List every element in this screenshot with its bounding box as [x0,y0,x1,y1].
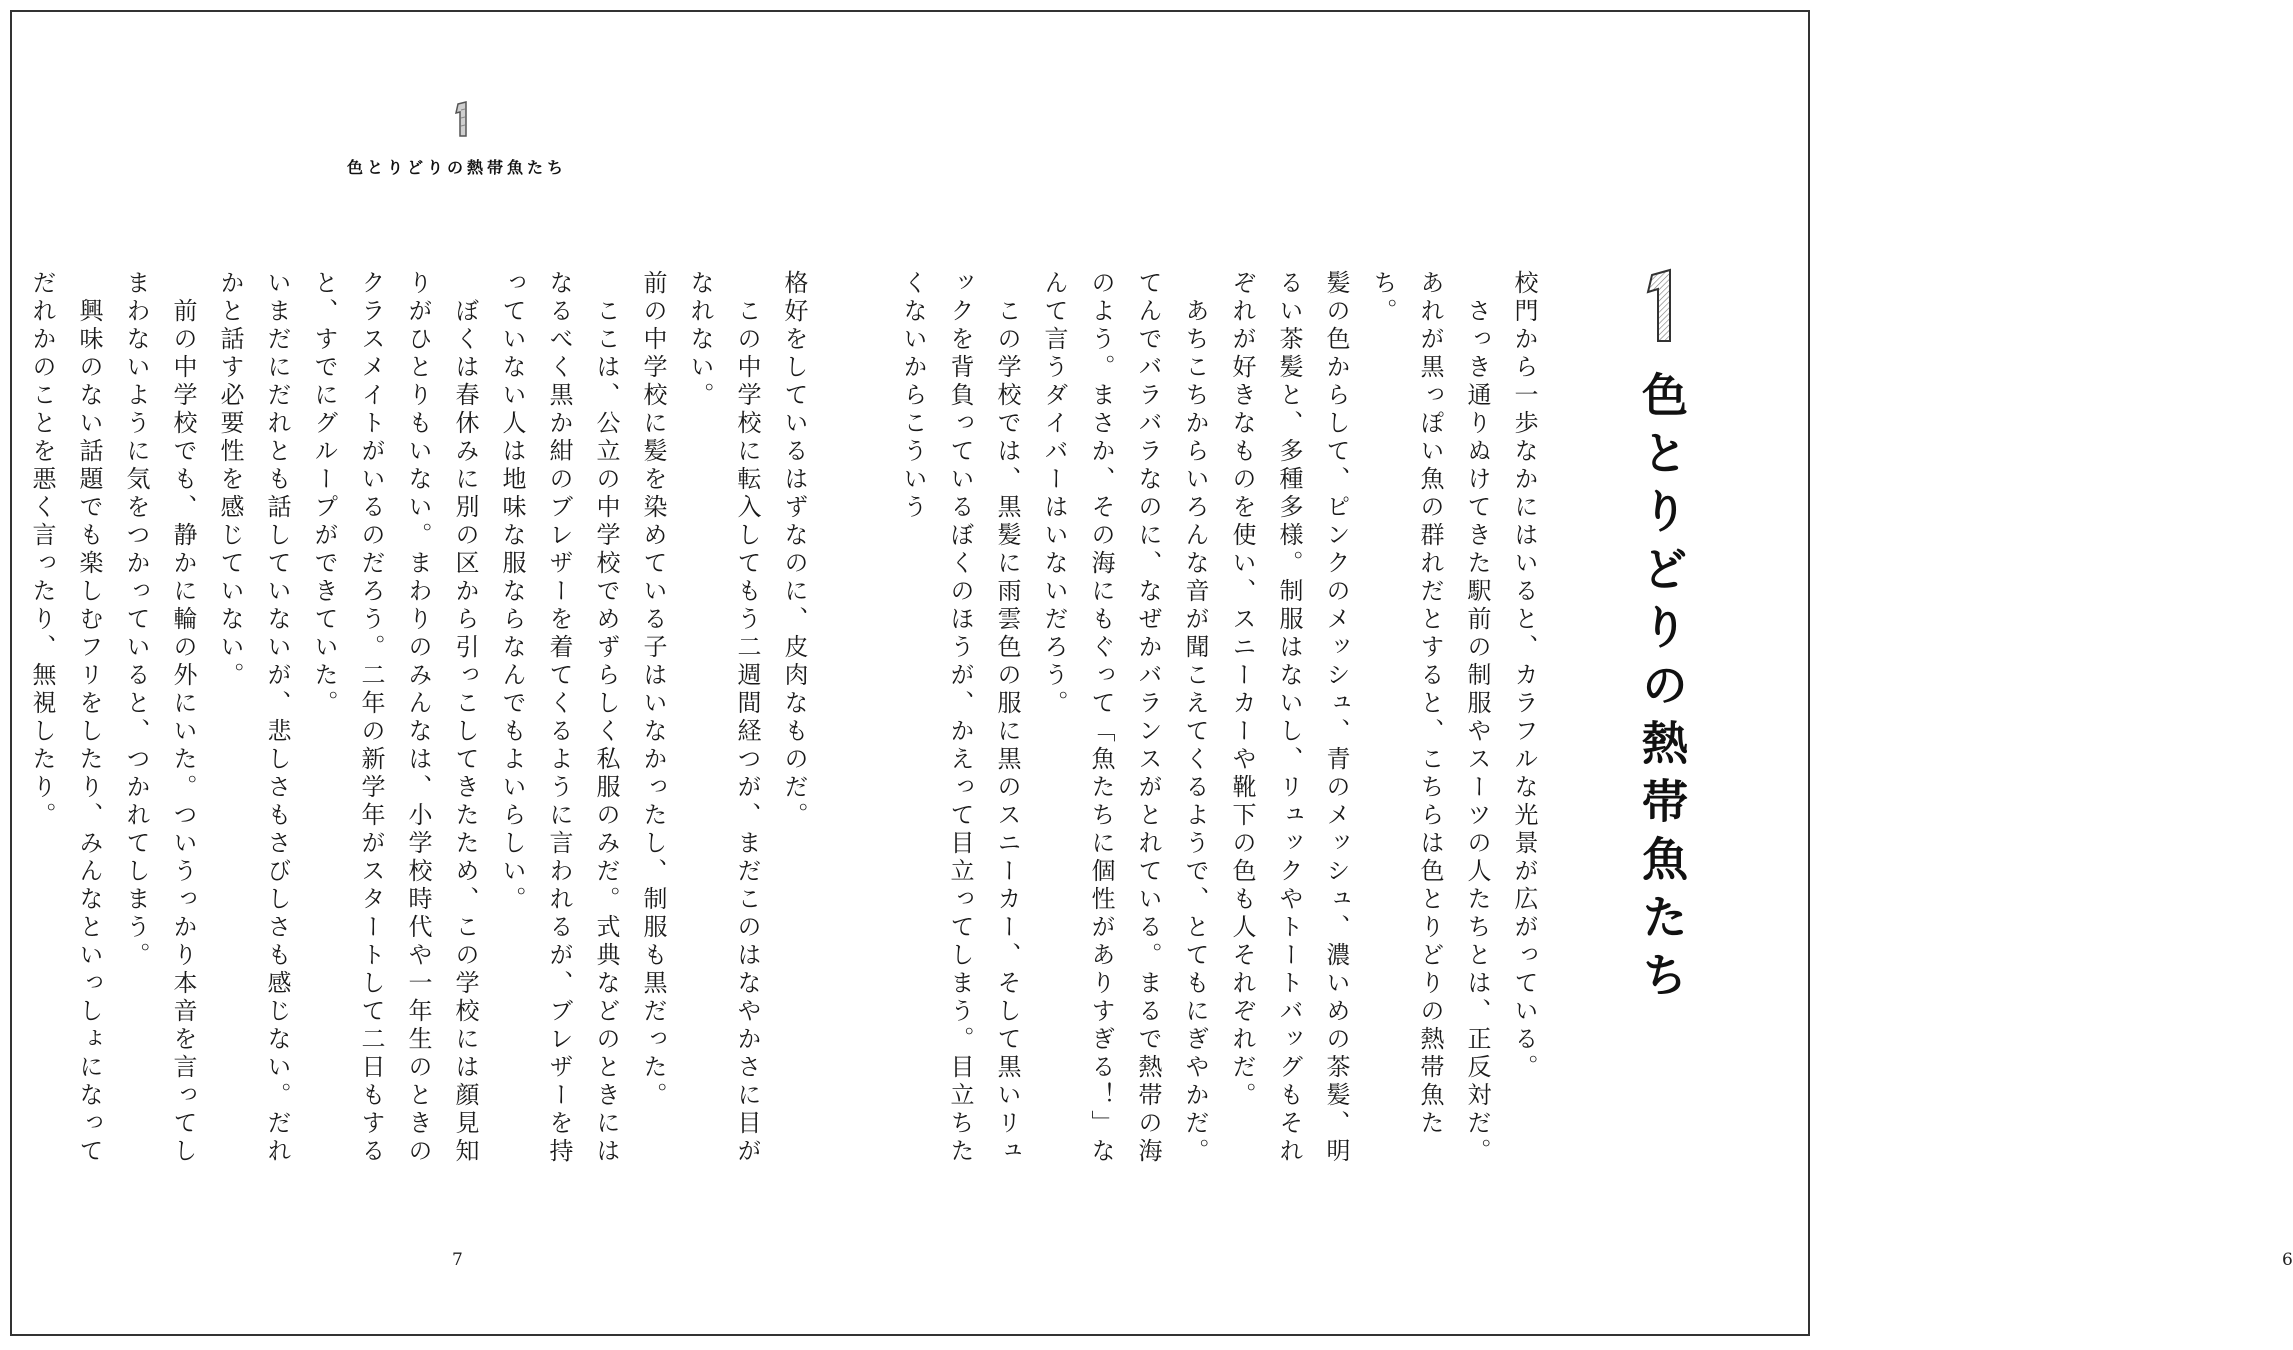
right-page [899,12,2293,1334]
left-page [12,12,912,1334]
chapter-number-small-icon [450,100,474,140]
chapter-heading [1622,267,1702,1009]
page-number-right: 6 [2282,1250,2293,1270]
running-header-title: 色とりどりの熱帯魚たち [346,158,567,177]
right-page-body: 校門から一歩なかにはいると、カラフルな光景が広がっている。 さっき通りぬけてきた駅前の制服やスーツの人たちとは、正反対だ。あれが黒っぽい魚の群れだとすると、こちらは色とりどりの熱帯魚たち。 髪の色からして、ピンクのメッシュ、青のメッシュ、濃いめの茶髪、明るい茶髪と、多種多様。制服はないし、リュックやトートバッグもそれぞれが好きなものを使い、スニーカーや靴下の色も人それぞれだ。 あちこちからいろんな音が聞こえてくるようで、とてもにぎやかだ。てんでバラバラなのに、なぜかバランスがとれている。まるで熱帯の海のよう。まさか、その海にもぐって「魚たちに個性がありすぎる！」なんて言うダイバーはいないだろう。 この学校では、黒髪に雨雲色の服に黒のスニーカー、そして黒いリュックを背負っているぼくのほうが、かえって目立ってしまう。目立ちたくないからこういう [899,270,1538,1166]
chapter-number-icon [1636,267,1688,347]
chapter-title: 色とりどりの熱帯魚たち [1635,371,1689,1009]
page-number-left: 7 [452,1250,463,1270]
running-header [12,100,912,178]
book-spread [10,10,2293,1336]
left-page-body: 格好をしているはずなのに、皮肉なものだ。 この中学校に転入してもう二週間経つが、まだこのはなやかさに目がなれない。 前の中学校に髪を染めている子はいなかったし、制服も黒だった。 ここは、公立の中学校でめずらしく私服のみだ。式典などのときにはなるべく黒か紺のブレザーを着てくるように言われるが、ブレザーを持っていない人は地味な服ならなんでもよいらしい。 ぼくは春休みに別の区から引っこしてきたため、この学校には顔見知りがひとりもいない。まわりのみんなは、小学校時代や一年生のときのクラスメイトがいるのだろう。二年の新学年がスタートして二日もすると、すでにグループができていた。 いまだにだれとも話していないが、悲しさもさびしさも感じない。だれかと話す必要性を感じていない。 前の中学校でも、静かに輪の外にいた。ついうっかり本音を言ってしまわないように気をつかっていると、つかれてしまう。 興味のない話題でも楽しむフリをしたり、みんなといっしょになってだれかのことを悪く言ったり、無視したり。 [28,270,808,1166]
